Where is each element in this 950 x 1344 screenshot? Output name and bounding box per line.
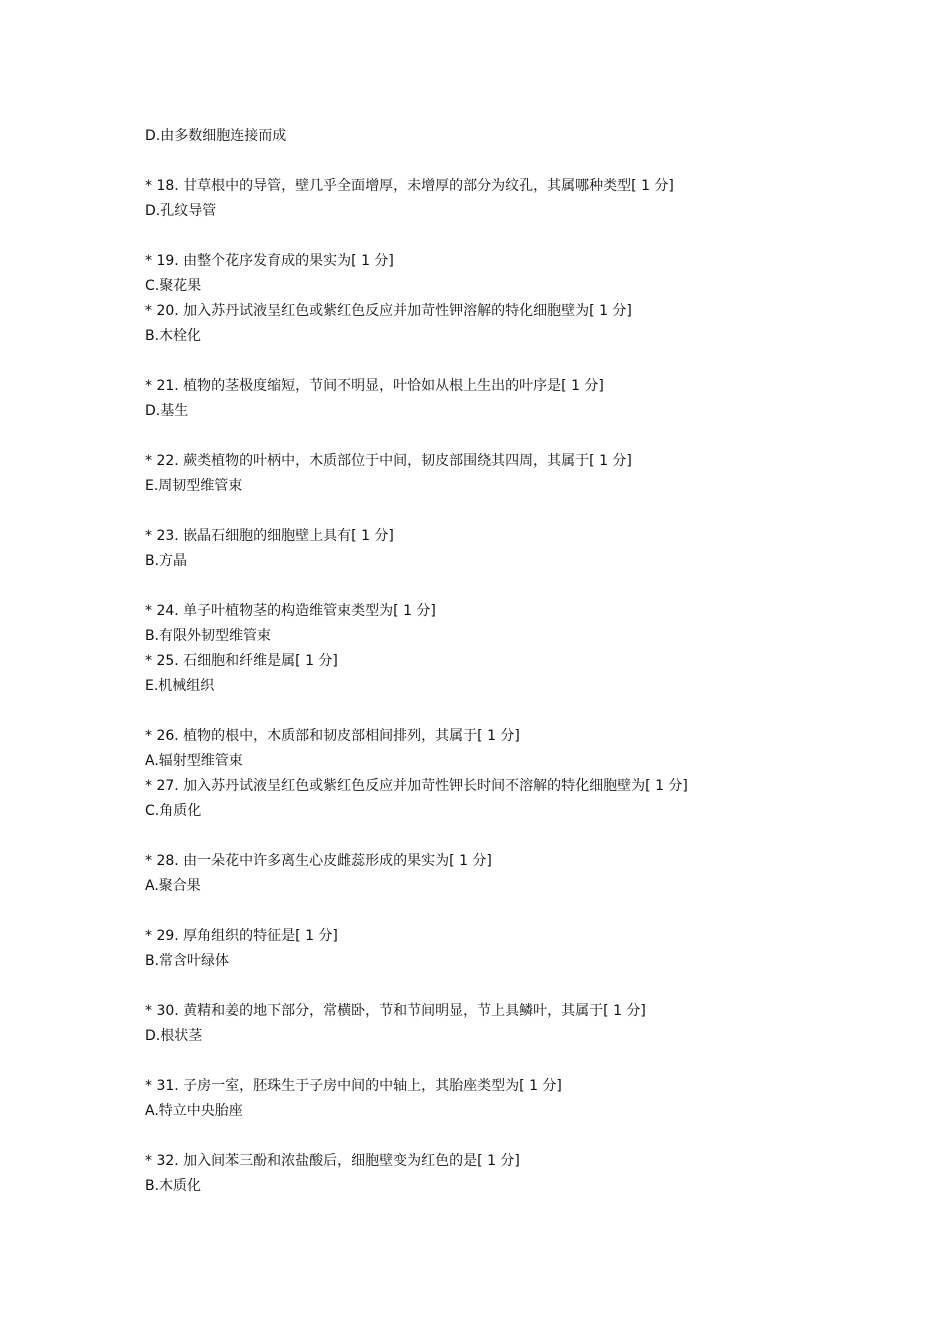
answer-29: B.常含叶绿体 (145, 953, 230, 969)
question-31: * 31. 子房一室，胚珠生于子房中间的中轴上，其胎座类型为[ 1 分] (145, 1078, 562, 1094)
document-page (145, 124, 925, 1199)
spacer (145, 824, 925, 849)
answer-19: C.聚花果 (145, 278, 202, 294)
answer-32: B.木质化 (145, 1178, 202, 1194)
question-21: * 21. 植物的茎极度缩短，节间不明显，叶恰如从根上生出的叶序是[ 1 分] (145, 378, 604, 394)
spacer (145, 899, 925, 924)
spacer (145, 424, 925, 449)
question-20: * 20. 加入苏丹试液呈红色或紫红色反应并加苛性钾溶解的特化细胞壁为[ 1 分] (145, 303, 632, 319)
answer-20: B.木栓化 (145, 328, 202, 344)
spacer (145, 699, 925, 724)
question-32: * 32. 加入间苯三酚和浓盐酸后，细胞壁变为红色的是[ 1 分] (145, 1153, 520, 1169)
answer-25: E.机械组织 (145, 678, 215, 694)
question-24: * 24. 单子叶植物茎的构造维管束类型为[ 1 分] (145, 603, 436, 619)
question-22: * 22. 蕨类植物的叶柄中，木质部位于中间，韧皮部围绕其四周，其属于[ 1 分] (145, 453, 632, 469)
spacer (145, 574, 925, 599)
answer-27: C.角质化 (145, 803, 202, 819)
spacer (145, 499, 925, 524)
question-27: * 27. 加入苏丹试液呈红色或紫红色反应并加苛性钾长时间不溶解的特化细胞壁为[ 1 分] (145, 778, 688, 794)
answer-18: D.孔纹导管 (145, 203, 217, 219)
answer-26: A.辐射型维管束 (145, 753, 243, 769)
answer-28: A.聚合果 (145, 878, 201, 894)
question-23: * 23. 嵌晶石细胞的细胞壁上具有[ 1 分] (145, 528, 394, 544)
answer-22: E.周韧型维管束 (145, 478, 243, 494)
answer-24: B.有限外韧型维管束 (145, 628, 272, 644)
question-25: * 25. 石细胞和纤维是属[ 1 分] (145, 653, 338, 669)
question-19: * 19. 由整个花序发育成的果实为[ 1 分] (145, 253, 394, 269)
spacer (145, 149, 925, 174)
spacer (145, 1049, 925, 1074)
answer-21: D.基生 (145, 403, 189, 419)
question-30: * 30. 黄精和姜的地下部分，常横卧，节和节间明显，节上具鳞叶，其属于[ 1 分] (145, 1003, 646, 1019)
question-18: * 18. 甘草根中的导管，壁几乎全面增厚，未增厚的部分为纹孔，其属哪种类型[ 1 分] (145, 178, 674, 194)
spacer (145, 974, 925, 999)
answer-text: D.由多数细胞连接而成 (145, 128, 287, 144)
spacer (145, 224, 925, 249)
question-28: * 28. 由一朵花中许多离生心皮雌蕊形成的果实为[ 1 分] (145, 853, 492, 869)
spacer (145, 349, 925, 374)
spacer (145, 1124, 925, 1149)
question-29: * 29. 厚角组织的特征是[ 1 分] (145, 928, 338, 944)
answer-30: D.根状茎 (145, 1028, 203, 1044)
question-26: * 26. 植物的根中，木质部和韧皮部相间排列，其属于[ 1 分] (145, 728, 520, 744)
answer-23: B.方晶 (145, 553, 188, 569)
answer-31: A.特立中央胎座 (145, 1103, 243, 1119)
